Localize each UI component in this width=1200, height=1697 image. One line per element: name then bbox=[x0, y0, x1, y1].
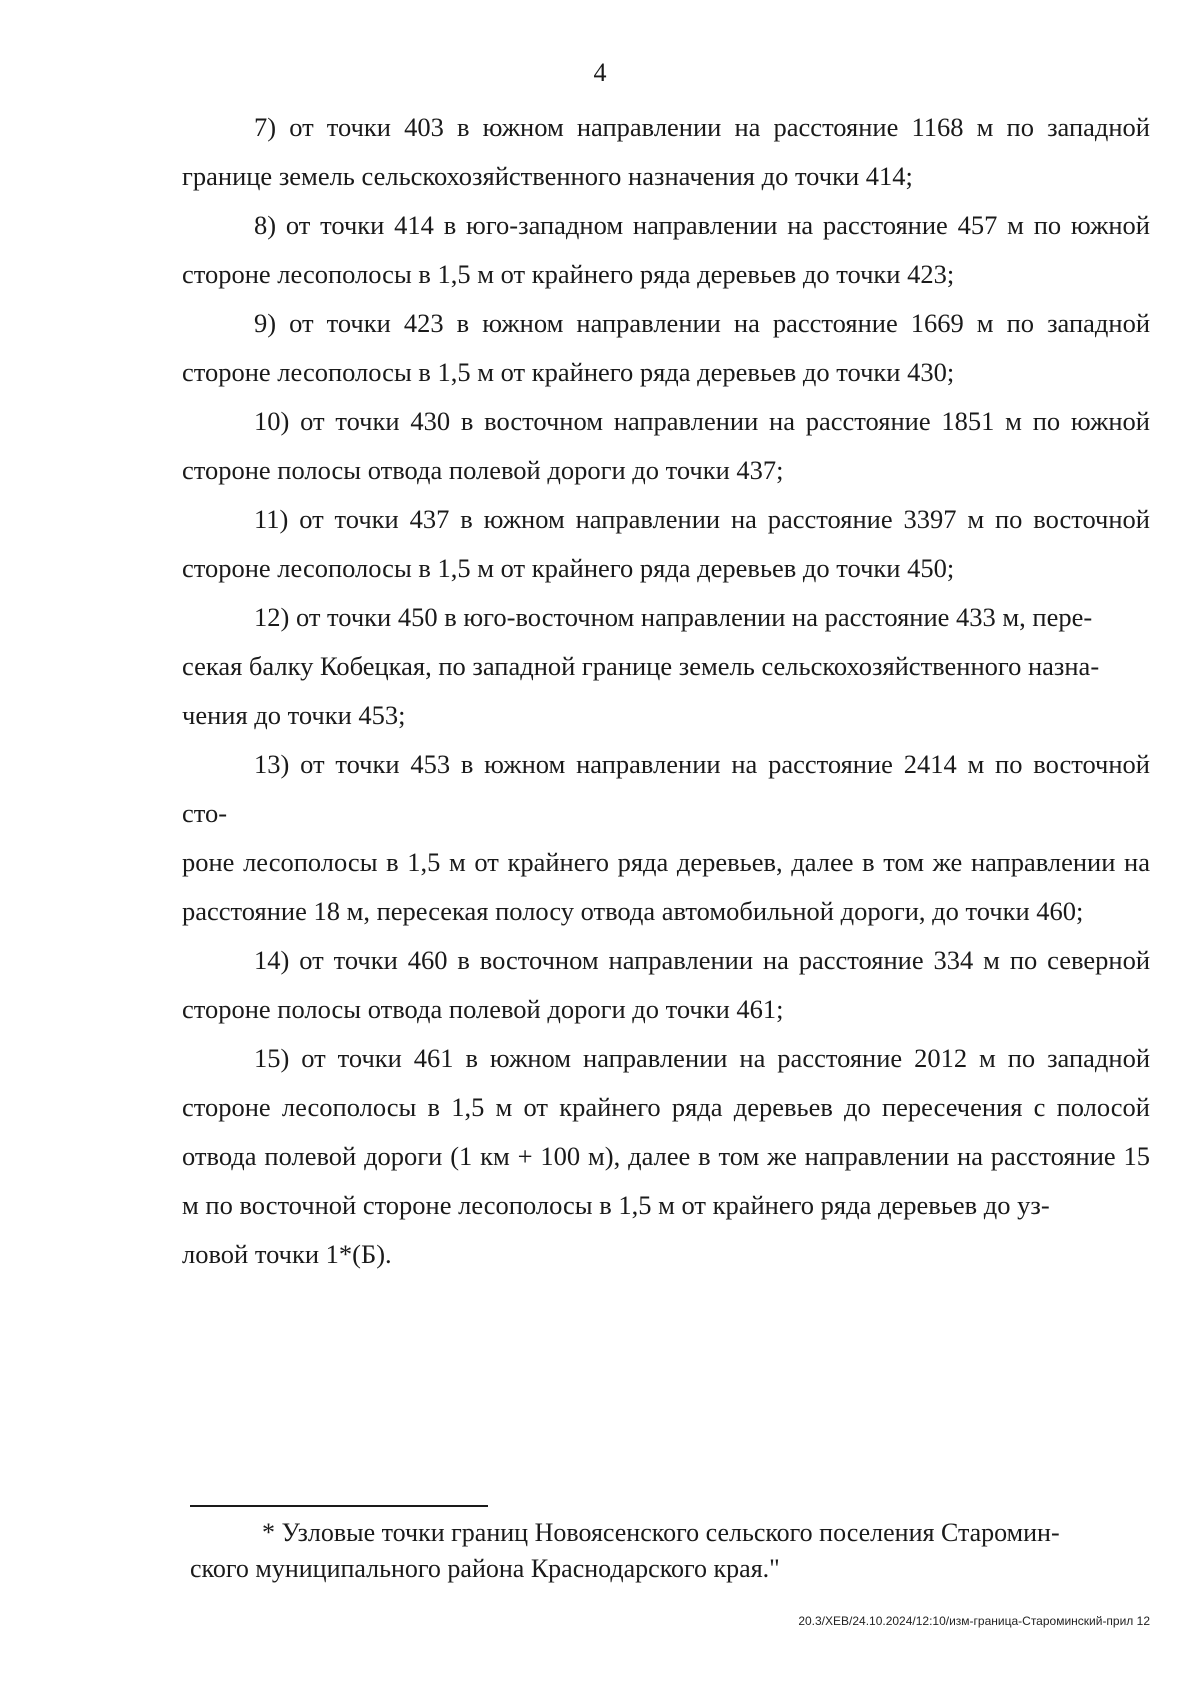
page-number: 4 bbox=[593, 58, 607, 87]
paragraph-14: 14) от точки 460 в восточном направлении на расстояние 334 м по северной стороне полосы отвода полевой дороги до точки 461; bbox=[182, 945, 1150, 1024]
paragraph-9: 9) от точки 423 в южном направлении на расстояние 1669 м по западной стороне лесополосы в 1,5 м от крайнего ряда деревьев до точки 430; bbox=[182, 308, 1150, 387]
paragraph-10: 10) от точки 430 в восточном направлении на расстояние 1851 м по южной стороне полосы отвода полевой дороги до точки 437; bbox=[182, 406, 1150, 485]
paragraph-13: 13) от точки 453 в южном направлении на расстояние 2414 м по восточной сто- роне лесополосы в 1,5 м от крайнего ряда деревьев, далее в том же направлении на расстояние 18 м, пересекая полосу отвода автомобильной дороги, до точки 460; bbox=[182, 749, 1150, 926]
paragraph-8: 8) от точки 414 в юго-западном направлении на расстояние 457 м по южной стороне лесополосы в 1,5 м от крайнего ряда деревьев до точки 423; bbox=[182, 210, 1150, 289]
document-body bbox=[182, 103, 1150, 1279]
paragraph-15: 15) от точки 461 в южном направлении на расстояние 2012 м по западной стороне лесополосы в 1,5 м от крайнего ряда деревьев до пересечения с полосой отвода полевой дороги (1 км + 100 м), далее в том же направлении на расстояние 15 м по восточной стороне лесополосы в 1,5 м от крайнего ряда деревьев до уз- ловой точки 1*(Б). bbox=[182, 1043, 1150, 1269]
document-code: 20.3/ХЕВ/24.10.2024/12:10/изм-граница-Староминский-прил 12 bbox=[798, 1614, 1150, 1628]
paragraph-12: 12) от точки 450 в юго-восточном направлении на расстояние 433 м, пере- секая балку Кобецкая, по западной границе земель сельскохозяйственного назна- чения до точки 453; bbox=[182, 602, 1100, 730]
footnote: * Узловые точки границ Новоясенского сельского поселения Старомин- ского муниципального района Краснодарского края." bbox=[190, 1518, 1060, 1583]
paragraph-11: 11) от точки 437 в южном направлении на расстояние 3397 м по восточной стороне лесополосы в 1,5 м от крайнего ряда деревьев до точки 450; bbox=[182, 504, 1150, 583]
footnote-separator bbox=[190, 1505, 488, 1507]
paragraph-7: 7) от точки 403 в южном направлении на расстояние 1168 м по западной границе земель сельскохозяйственного назначения до точки 414; bbox=[182, 112, 1150, 191]
